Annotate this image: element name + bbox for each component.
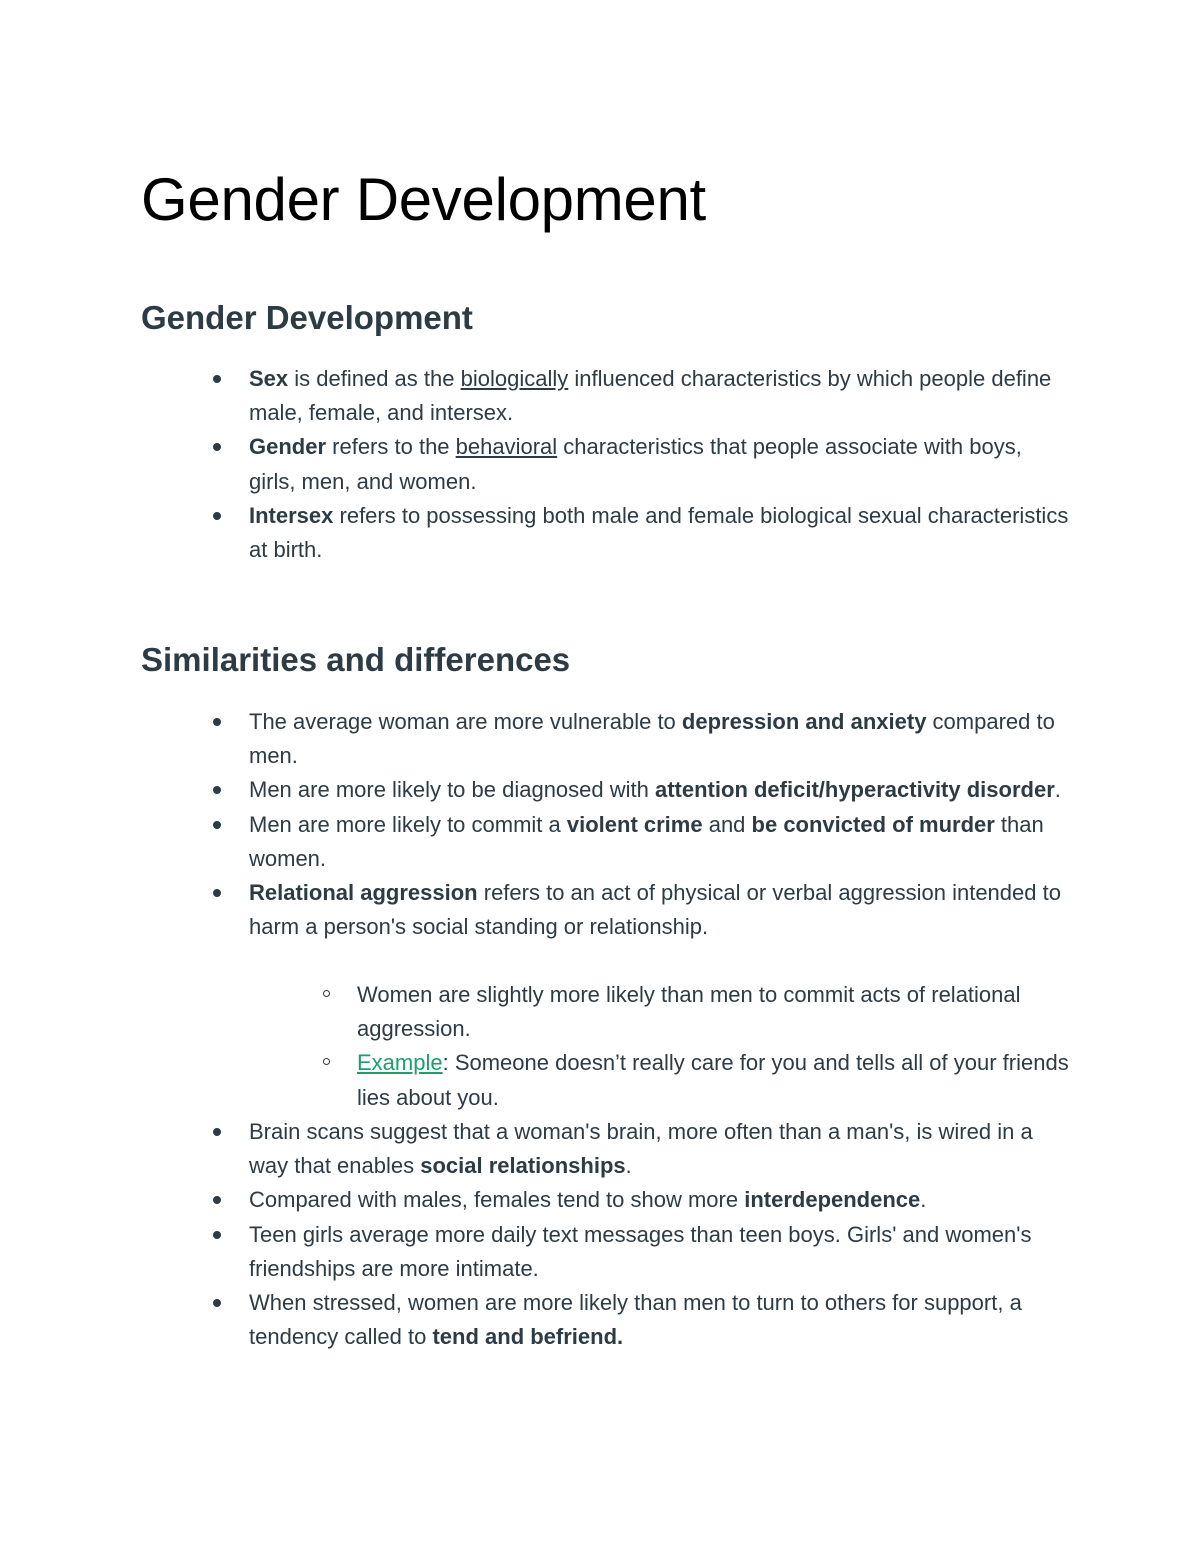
text-span: Brain scans suggest that a woman's brain, more often than a man's, is wired in a way that enables <box>249 1119 1033 1179</box>
list-item-adhd <box>141 773 1071 807</box>
text-span: Teen girls average more daily text messages than teen boys. Girls' and women's friendships are more intimate. <box>249 1221 1032 1281</box>
text-span: refers to the <box>326 434 456 460</box>
relational-aggression-sublist <box>141 978 1071 1115</box>
text-span: The average woman are more vulnerable to <box>249 709 682 734</box>
bold-term: Relational aggression <box>249 880 478 906</box>
text-span: Women are slightly more likely than men to commit acts of relational aggression. <box>357 982 1021 1042</box>
bullet-icon <box>213 786 221 794</box>
text-span: : Someone doesn’t really care for you and tells all of your friends lies about you. <box>357 1050 1069 1110</box>
bullet-icon <box>213 1196 221 1204</box>
bullet-icon <box>213 718 221 726</box>
text-span: Men are more likely to commit a <box>249 811 567 837</box>
text-span: refers to an act of physical or verbal aggression intended to harm a person's social standing or relationship. <box>249 880 1061 940</box>
list-item-brain-scans <box>141 1115 1071 1183</box>
text-span: refers to possessing both male and female biological sexual characteristics at birth. <box>249 502 1069 563</box>
text-span: . <box>1054 777 1061 803</box>
bold-term: violent crime <box>566 811 703 837</box>
bold-term: interdependence <box>744 1187 921 1213</box>
text-span: characteristics that people associate with boys, girls, men, and women. <box>249 434 1022 494</box>
sub-item-example <box>141 1046 1071 1114</box>
text-span: Men are more likely to be diagnosed with <box>249 777 655 803</box>
term-gender: Gender <box>249 434 327 460</box>
bullet-icon <box>213 821 221 829</box>
bold-term: tend and befriend. <box>432 1324 624 1350</box>
bullet-icon <box>213 1128 221 1136</box>
section-heading-similarities: Similarities and differences <box>141 641 571 678</box>
section-heading-gender-development: Gender Development <box>141 299 473 336</box>
term-intersex: Intersex <box>249 502 334 528</box>
bullet-icon <box>213 889 221 897</box>
document-title: Gender Development <box>141 166 706 233</box>
list-item-depression <box>141 705 1071 773</box>
list-item-intersex <box>141 499 1071 567</box>
text-span: . <box>920 1187 927 1213</box>
definitions-list <box>141 362 1071 567</box>
list-item-gender <box>141 430 1071 498</box>
bullet-icon <box>213 443 221 451</box>
bullet-icon <box>213 375 221 383</box>
text-span: than women. <box>249 811 1044 871</box>
text-span: is defined as the <box>288 366 461 391</box>
text-span: influenced characteristics by which people define male, female, and intersex. <box>249 366 1052 426</box>
similarities-list-continued <box>141 1115 1071 1354</box>
text-span: When stressed, women are more likely than men to turn to others for support, a tendency called to <box>249 1290 1022 1350</box>
list-item-text-messages <box>141 1218 1071 1286</box>
bullet-icon <box>213 1231 221 1239</box>
list-item-interdependence <box>141 1183 1071 1217</box>
list-item-relational-aggression <box>141 876 1071 944</box>
text-span: . <box>625 1153 632 1179</box>
bold-term: attention deficit/hyperactivity disorder <box>655 777 1055 803</box>
bold-term: depression and anxiety <box>681 709 927 734</box>
bullet-icon <box>213 512 221 520</box>
text-span: Compared with males, females tend to show more <box>249 1187 745 1213</box>
list-item-tend-befriend <box>141 1286 1071 1354</box>
similarities-list <box>141 705 1071 944</box>
underlined-behavioral: behavioral <box>455 434 558 460</box>
bold-term: social relationships <box>420 1153 626 1179</box>
bullet-icon <box>213 1299 221 1307</box>
example-link[interactable]: Example <box>357 1050 443 1076</box>
bold-term: be convicted of murder <box>751 811 995 837</box>
sub-item-women-likely <box>141 978 1071 1046</box>
text-span: and <box>702 811 752 837</box>
list-item-violent-crime <box>141 808 1071 876</box>
underlined-biologically: biologically <box>460 366 569 391</box>
text-span <box>249 1046 1071 1114</box>
hollow-bullet-icon <box>323 990 330 997</box>
term-sex: Sex <box>249 366 289 391</box>
text-span: compared to men. <box>249 709 1055 769</box>
list-item-sex <box>141 362 1071 430</box>
